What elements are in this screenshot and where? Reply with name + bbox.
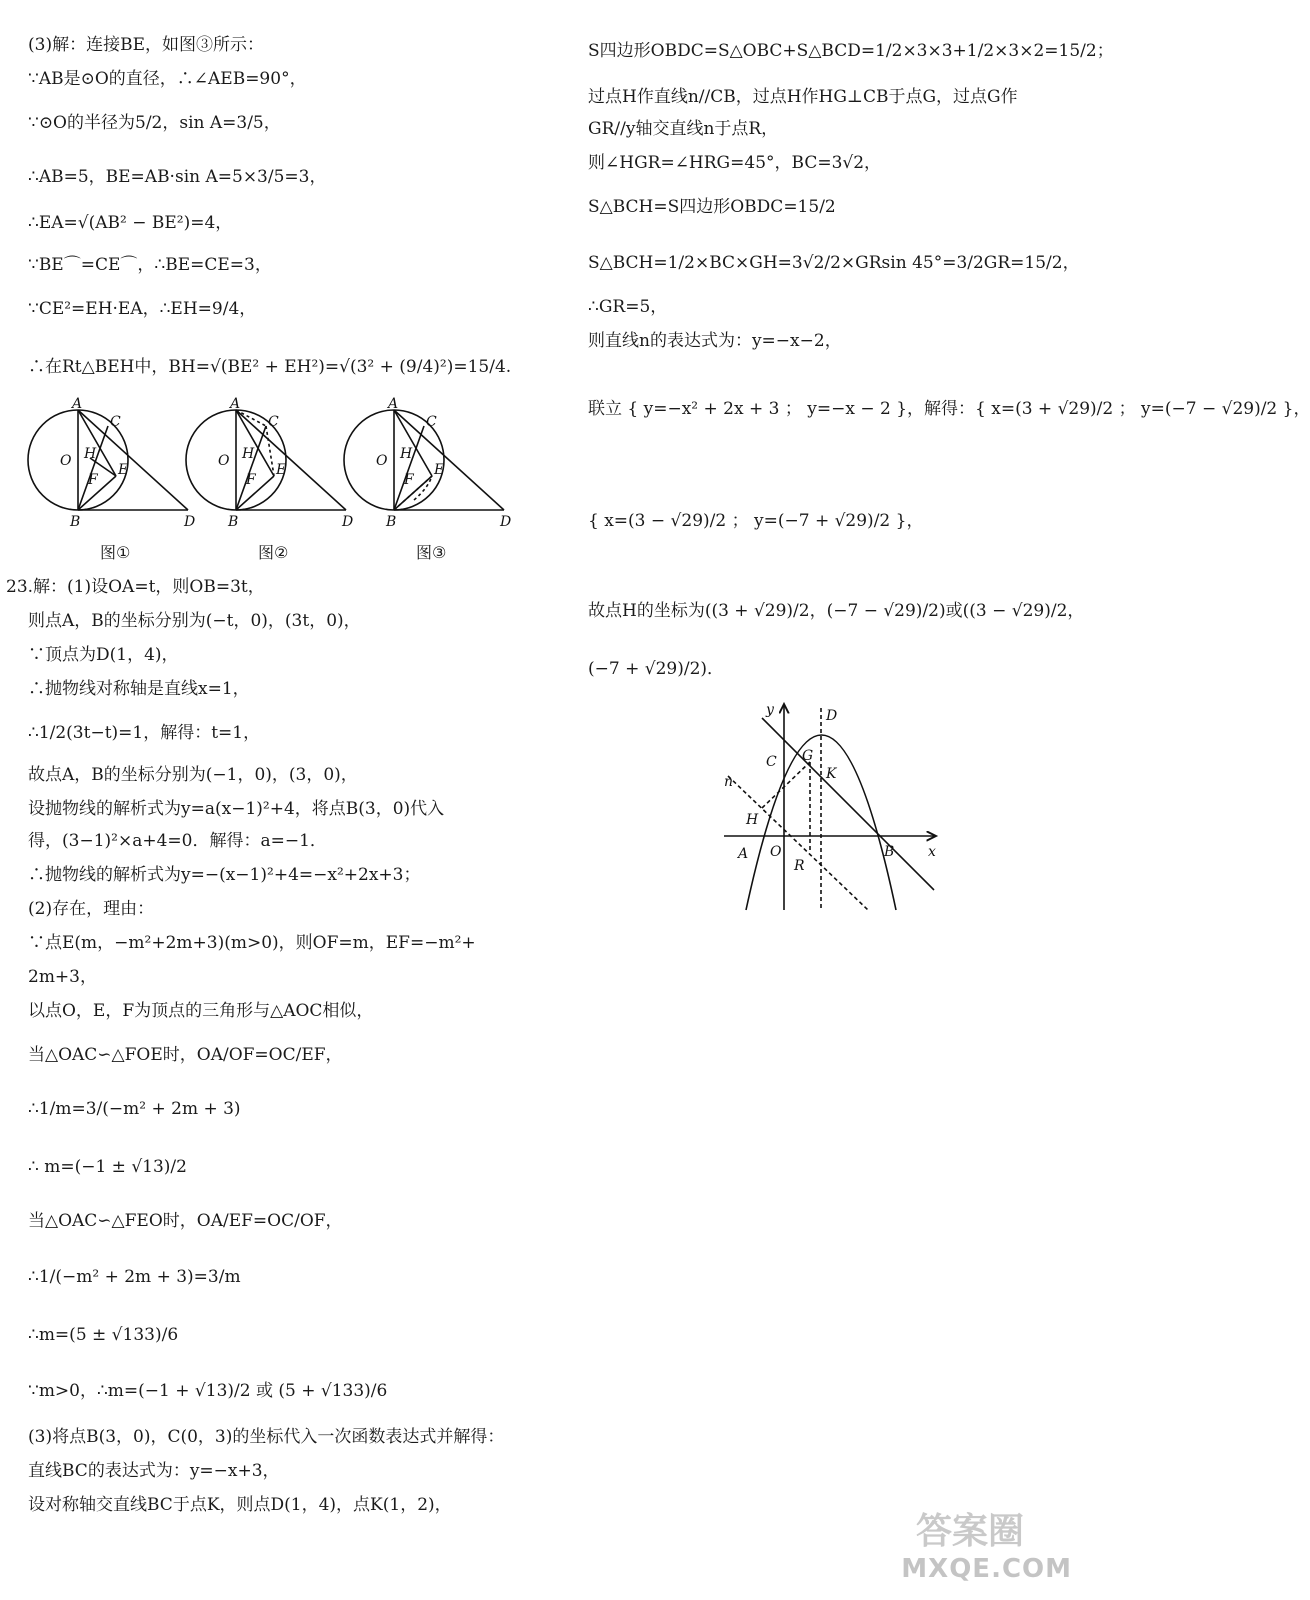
watermark-top: 答案圈 <box>915 1511 1024 1552</box>
label-e: E <box>276 462 287 478</box>
text-line: ∴EA=√(AB² − BE²)=4， <box>28 213 233 233</box>
label-o: O <box>376 453 388 469</box>
point-a-label: A <box>738 846 749 862</box>
point-g-label: G <box>802 748 814 764</box>
text-line: ∴1/m=3/(−m² + 2m + 3) <box>28 1099 241 1119</box>
text-line: ∴m=(5 ± √133)/6 <box>28 1325 179 1345</box>
point-o-label: O <box>770 844 782 860</box>
text-line: ∵点E(m，−m²+2m+3)(m>0)，则OF=m，EF=−m²+ <box>28 933 476 953</box>
text-line: ∴1/2(3t−t)=1，解得：t=1， <box>28 723 261 743</box>
text-line: (2)存在，理由： <box>28 899 155 919</box>
text-line: ∵⊙O的半径为5/2，sin A=3/5， <box>28 113 281 133</box>
point-d-label: D <box>826 708 838 724</box>
label-a: A <box>388 396 399 412</box>
text-line: (3)将点B(3，0)，C(0，3)的坐标代入一次函数表达式并解得： <box>28 1427 505 1447</box>
label-e: E <box>118 462 129 478</box>
text-line: 设对称轴交直线BC于点K，则点D(1，4)，点K(1，2)， <box>28 1495 452 1515</box>
point-h-label: H <box>746 812 759 828</box>
text-line: ∵CE²=EH·EA，∴EH=9/4， <box>28 299 257 319</box>
label-c: C <box>426 414 437 430</box>
label-a: A <box>230 396 241 412</box>
circle-figures <box>28 396 528 532</box>
text-line: 联立 { y=−x² + 2x + 3 ； y=−x − 2 }，解得：{ x=(3 + √29)/2 ； y=(−7 − √29)/2 }， <box>588 399 1310 419</box>
label-f: F <box>404 472 414 488</box>
text-line: ∴AB=5，BE=AB·sin A=5×3/5=3， <box>28 167 327 187</box>
text-line: GR//y轴交直线n于点R， <box>588 119 779 139</box>
label-o: O <box>218 453 230 469</box>
text-line: ∴抛物线对称轴是直线x=1， <box>28 679 250 699</box>
label-f: F <box>246 472 256 488</box>
text-line: ∵m>0，∴m=(−1 + √13)/2 或 (5 + √133)/6 <box>28 1381 388 1401</box>
figure-caption-3: 图③ <box>416 543 447 562</box>
figure-caption-1: 图① <box>100 543 131 562</box>
text-line: ∵BE⌒=CE⌒，∴BE=CE=3， <box>28 255 272 275</box>
text-line: { x=(3 − √29)/2 ； y=(−7 + √29)/2 }， <box>588 511 924 531</box>
axis-x-label: x <box>928 844 936 860</box>
label-d: D <box>342 514 354 530</box>
figure-caption-2: 图② <box>258 543 289 562</box>
text-line: 当△OAC∽△FEO时，OA/EF=OC/OF， <box>28 1211 343 1231</box>
text-line: 2m+3， <box>28 967 97 987</box>
label-o: O <box>60 453 72 469</box>
text-line: (−7 + √29)/2)． <box>588 659 725 679</box>
label-f: F <box>88 472 98 488</box>
text-line: ∴ m=(−1 ± √13)/2 <box>28 1157 187 1177</box>
label-e: E <box>434 462 445 478</box>
parabola-graph <box>724 700 954 920</box>
text-line: ∴在Rt△BEH中，BH=√(BE² + EH²)=√(3² + (9/4)²)=15/4. <box>28 357 512 377</box>
text-line: 则∠HGR=∠HRG=45°，BC=3√2， <box>588 153 882 173</box>
text-line: 以点O，E，F为顶点的三角形与△AOC相似， <box>28 1001 374 1021</box>
text-line: S△BCH=1/2×BC×GH=3√2/2×GRsin 45°=3/2GR=15/2， <box>588 253 1080 273</box>
text-line: S△BCH=S四边形OBDC=15/2 <box>588 197 836 217</box>
point-b-label: B <box>884 844 895 860</box>
text-line: ∴抛物线的解析式为y=−(x−1)²+4=−x²+2x+3； <box>28 865 421 885</box>
text-line: (3)解：连接BE，如图③所示： <box>28 35 264 55</box>
text-line: 则点A，B的坐标分别为(−t，0)，(3t，0)， <box>28 611 361 631</box>
text-line: ∴GR=5， <box>588 297 668 317</box>
point-k-label: K <box>826 766 837 782</box>
point-c-label: C <box>766 754 777 770</box>
text-line: 23.解：(1)设OA=t，则OB=3t， <box>6 577 265 597</box>
label-b: B <box>228 514 239 530</box>
label-c: C <box>268 414 279 430</box>
text-line: ∵AB是⊙O的直径，∴∠AEB=90°， <box>28 69 307 89</box>
text-line: 直线BC的表达式为：y=−x+3， <box>28 1461 280 1481</box>
label-h: H <box>400 446 413 462</box>
text-line: 得，(3−1)²×a+4=0．解得：a=−1． <box>28 831 327 851</box>
text-line: S四边形OBDC=S△OBC+S△BCD=1/2×3×3+1/2×3×2=15/2； <box>588 41 1114 61</box>
point-r-label: R <box>794 858 805 874</box>
watermark-bottom: MXQE.COM <box>901 1554 1072 1584</box>
text-line: 设抛物线的解析式为y=a(x−1)²+4，将点B(3，0)代入 <box>28 799 445 819</box>
text-line: ∵顶点为D(1，4)， <box>28 645 179 665</box>
text-line: 故点A，B的坐标分别为(−1，0)，(3，0)， <box>28 765 358 785</box>
line-n-label: n <box>724 774 734 790</box>
label-a: A <box>72 396 83 412</box>
text-line: ∴1/(−m² + 2m + 3)=3/m <box>28 1267 241 1287</box>
label-h: H <box>242 446 255 462</box>
label-b: B <box>386 514 397 530</box>
text-line: 故点H的坐标为((3 + √29)/2，(−7 − √29)/2)或((3 − √29)/2， <box>588 601 1085 621</box>
text-line: 过点H作直线n//CB，过点H作HG⊥CB于点G，过点G作 <box>588 87 1018 107</box>
text-line: 则直线n的表达式为：y=−x−2， <box>588 331 842 351</box>
axis-y-label: y <box>766 702 774 718</box>
label-c: C <box>110 414 121 430</box>
watermark-logo <box>882 1511 1082 1596</box>
label-b: B <box>70 514 81 530</box>
text-line: 当△OAC∽△FOE时，OA/OF=OC/EF， <box>28 1045 343 1065</box>
label-h: H <box>84 446 97 462</box>
label-d: D <box>184 514 196 530</box>
label-d: D <box>500 514 512 530</box>
